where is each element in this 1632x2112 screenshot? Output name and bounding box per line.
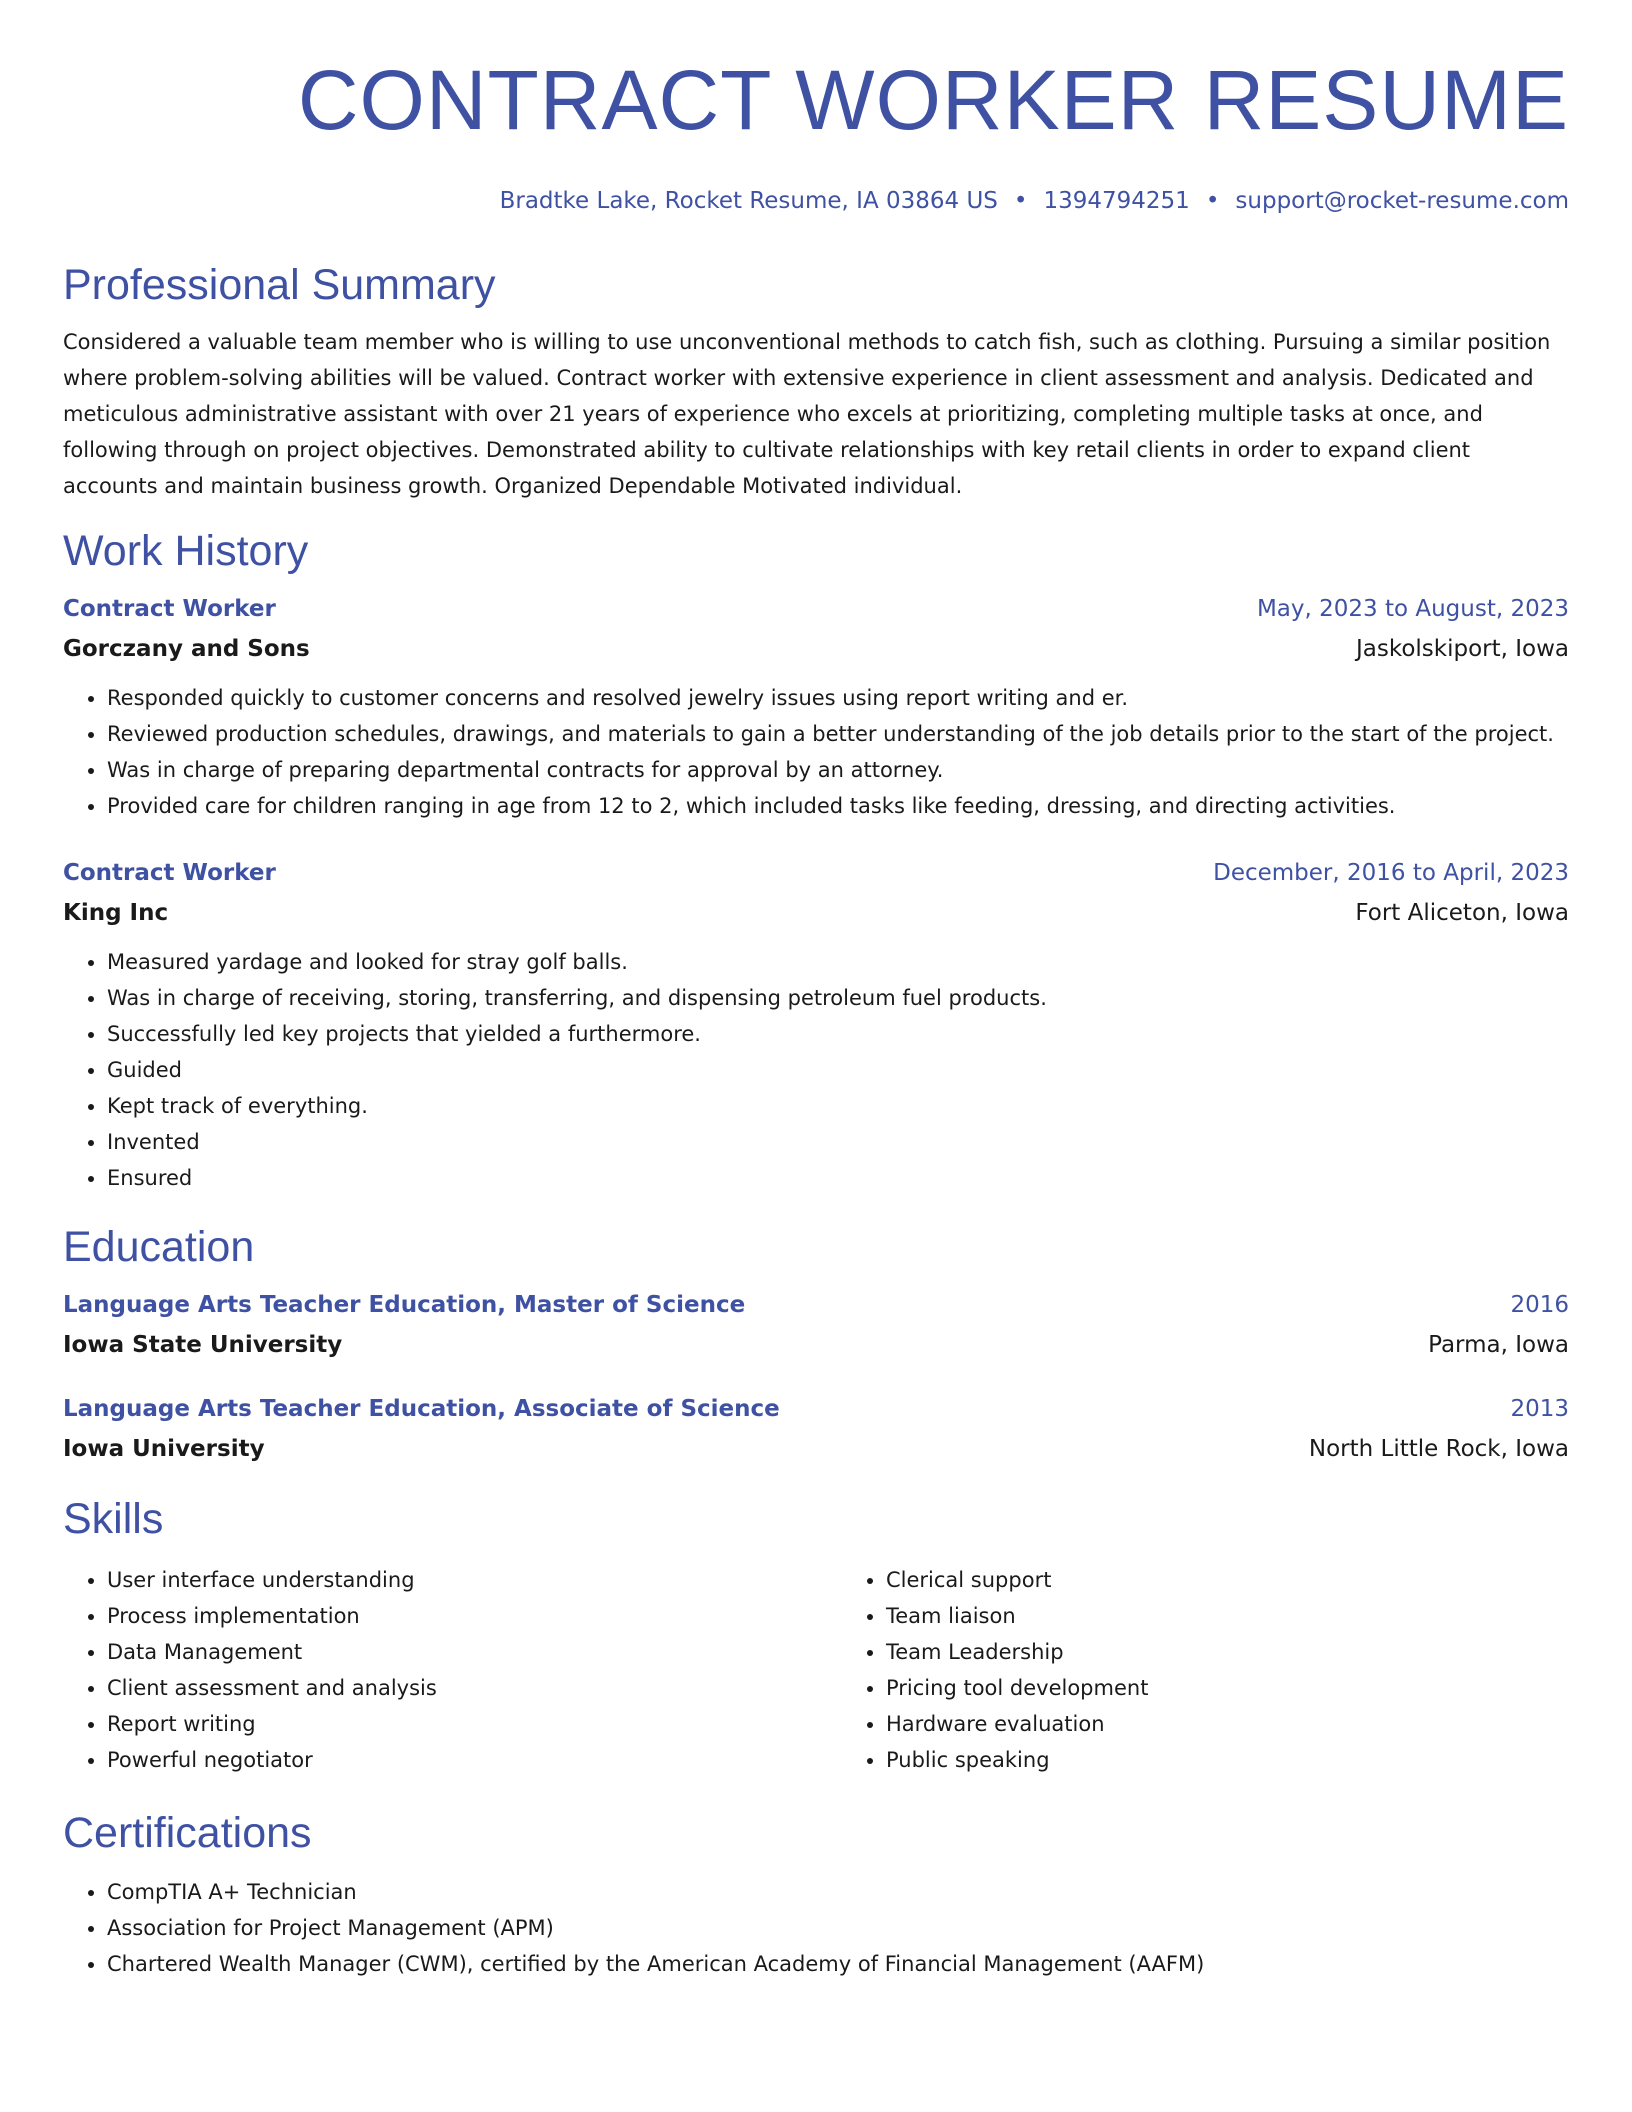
- job-bullet: • Invented: [107, 1124, 1569, 1160]
- certification-item: • CompTIA A+ Technician: [107, 1874, 1569, 1910]
- education-year: 2013: [1510, 1396, 1569, 1422]
- skill-item: • Public speaking: [886, 1742, 1148, 1778]
- resume-header: [63, 54, 1569, 216]
- skill-item: • Hardware evaluation: [886, 1706, 1148, 1742]
- summary-text: Considered a valuable team member who is willing to use unconventional methods to catch fish, such as clothing. Pursuing a similar position where problem-solving abilities will be valued. Contract worker with extensive experience in client assessment and analysis. Dedicated and meticulous administrative assistant with over 21 years of experience who excels at prioritizing, completing multiple tasks at once, and following through on project objectives. Demonstrated ability to cultivate relationships with key retail clients in order to expand client accounts and maintain business growth. Organized Dependable Motivated individual.: [63, 330, 1551, 498]
- contact-address: Bradtke Lake, Rocket Resume, IA 03864 US: [499, 188, 998, 214]
- contact-phone: 1394794251: [1043, 188, 1190, 214]
- job-dates: May, 2023 to August, 2023: [1256, 596, 1569, 622]
- job-company: Gorczany and Sons: [63, 636, 310, 662]
- certifications-heading: Certifications: [63, 1809, 312, 1857]
- education-year: 2016: [1510, 1292, 1569, 1318]
- job-bullet: • Was in charge of preparing departmental contracts for approval by an attorney.: [107, 752, 1569, 788]
- education-school-row: [63, 1330, 1569, 1360]
- job-location: Jaskolskiport, Iowa: [1355, 636, 1569, 662]
- skills-heading: Skills: [63, 1495, 164, 1543]
- job-bullet: • Was in charge of receiving, storing, transferring, and dispensing petroleum fuel products.: [107, 980, 1569, 1016]
- education-header-row: [63, 1394, 1569, 1424]
- skill-item: • Data Management: [107, 1634, 842, 1670]
- job-dates: December, 2016 to April, 2023: [1213, 860, 1569, 886]
- skill-item: • Clerical support: [886, 1562, 1148, 1598]
- job-bullet: • Responded quickly to customer concerns and resolved jewelry issues using report writing and er.: [107, 680, 1569, 716]
- contact-separator: •: [1205, 188, 1220, 214]
- job-bullets: [63, 680, 1569, 824]
- education-entry: [63, 1290, 1569, 1360]
- job-location: Fort Aliceton, Iowa: [1355, 900, 1569, 926]
- job-company-row: [63, 898, 1569, 928]
- education-school: Iowa University: [63, 1436, 265, 1462]
- job-bullet: • Ensured: [107, 1160, 1569, 1196]
- job-bullets: [63, 944, 1569, 1196]
- job-bullet: • Kept track of everything.: [107, 1088, 1569, 1124]
- job-entry: [63, 594, 1569, 824]
- job-bullet: • Measured yardage and looked for stray golf balls.: [107, 944, 1569, 980]
- contact-separator: •: [1013, 188, 1028, 214]
- education-location: Parma, Iowa: [1428, 1332, 1569, 1358]
- skills-list-left: [63, 1562, 842, 1778]
- skill-item: • Team liaison: [886, 1598, 1148, 1634]
- education-location: North Little Rock, Iowa: [1308, 1436, 1569, 1462]
- summary-heading: Professional Summary: [63, 261, 496, 309]
- education-school: Iowa State University: [63, 1332, 343, 1358]
- education-degree: Language Arts Teacher Education, Associate of Science: [63, 1396, 780, 1422]
- education-header-row: [63, 1290, 1569, 1320]
- certification-item: • Chartered Wealth Manager (CWM), certified by the American Academy of Financial Management (AAFM): [107, 1946, 1569, 1982]
- job-bullet: • Successfully led key projects that yielded a furthermore.: [107, 1016, 1569, 1052]
- job-header-row: [63, 858, 1569, 888]
- job-company-row: [63, 634, 1569, 664]
- work-history-heading: Work History: [63, 527, 309, 575]
- education-entry: [63, 1394, 1569, 1464]
- job-bullet: • Reviewed production schedules, drawings, and materials to gain a better understanding of the job details prior to the start of the project.: [107, 716, 1569, 752]
- job-bullet: • Guided: [107, 1052, 1569, 1088]
- job-role: Contract Worker: [63, 860, 276, 886]
- skill-item: • Process implementation: [107, 1598, 842, 1634]
- skill-item: • Powerful negotiator: [107, 1742, 842, 1778]
- skill-item: • Report writing: [107, 1706, 842, 1742]
- job-bullet: • Provided care for children ranging in age from 12 to 2, which included tasks like feeding, dressing, and directing activities.: [107, 788, 1569, 824]
- skill-item: • Client assessment and analysis: [107, 1670, 842, 1706]
- job-entry: [63, 858, 1569, 1196]
- skill-item: • User interface understanding: [107, 1562, 842, 1598]
- skills-list-right: [842, 1562, 1148, 1778]
- certifications-list: [63, 1874, 1569, 1982]
- contact-email: support@rocket-resume.com: [1235, 188, 1569, 214]
- job-role: Contract Worker: [63, 596, 276, 622]
- job-header-row: [63, 594, 1569, 624]
- skills-grid: [63, 1562, 1569, 1778]
- skill-item: • Team Leadership: [886, 1634, 1148, 1670]
- education-heading: Education: [63, 1223, 255, 1271]
- certification-item: • Association for Project Management (APM): [107, 1910, 1569, 1946]
- education-degree: Language Arts Teacher Education, Master of Science: [63, 1292, 746, 1318]
- job-company: King Inc: [63, 900, 169, 926]
- contact-line: [63, 186, 1569, 216]
- education-school-row: [63, 1434, 1569, 1464]
- resume-title: CONTRACT WORKER RESUME: [297, 53, 1569, 147]
- skill-item: • Pricing tool development: [886, 1670, 1148, 1706]
